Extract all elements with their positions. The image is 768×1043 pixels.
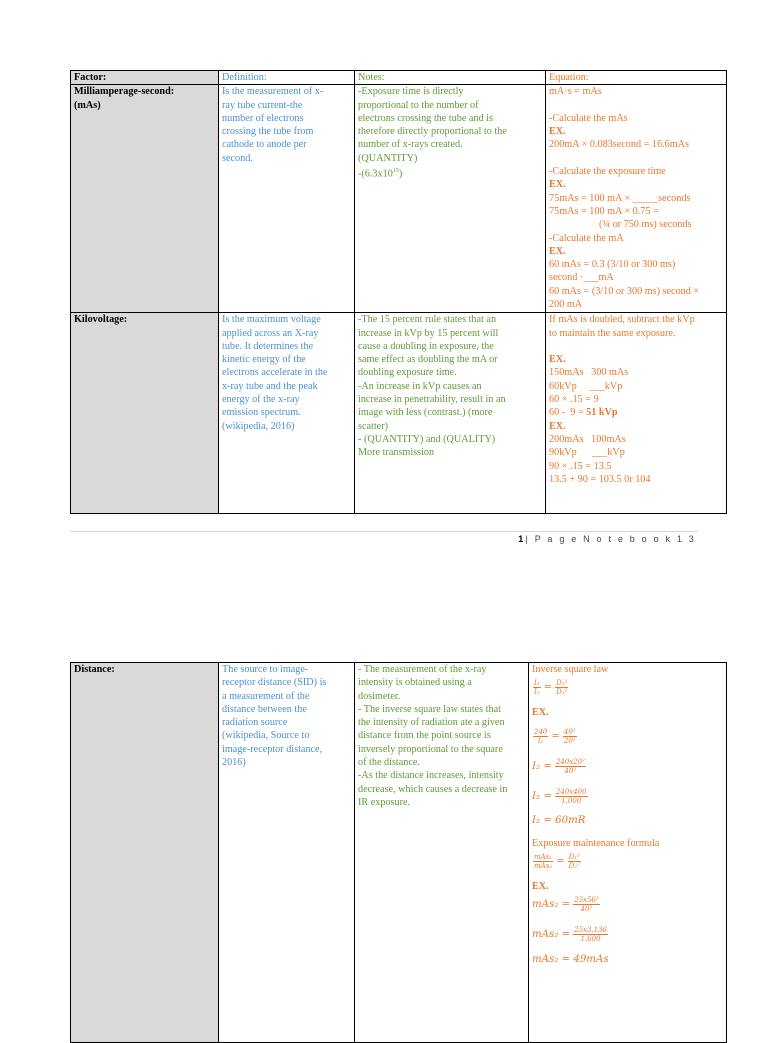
definition-mas: Is the measurement of x- ray tube current-the number of electrons crossing the tube from cathode to anode per second.: [219, 85, 355, 313]
exposure-maintenance-step2: mAs₂ = $\frac{25x3,136}{1,600}$: [532, 925, 608, 943]
factor-distance: Distance:: [71, 663, 219, 1043]
inverse-square-example-step3: I₂ = $\frac{240x400}{1,000}$: [532, 788, 587, 806]
inverse-square-example-step2: I₂ = $\frac{\text{240x20²}}{\text{40²}}$: [532, 758, 585, 776]
table-row-distance: [71, 663, 727, 1043]
table-row-kvp: [71, 313, 727, 514]
inverse-square-example-step1: $\frac{240}{\text{I₂}}$ = $\frac{\text{40²}}{\text{20²}}$: [534, 728, 576, 746]
definition-distance: The source to image- receptor distance (SID) is a measurement of the distance between the radiation source (wikipedia, Source to image-receptor distance, 2016): [219, 663, 355, 1043]
page-footer-label: | P a g e N o t e b o o k 1 3: [525, 534, 696, 544]
header-notes: Notes:: [355, 71, 546, 85]
table-header-row: [71, 71, 727, 85]
exposure-maintenance-result: mAs₂ = 49mAs: [532, 954, 609, 966]
exposure-factors-table-page1: [70, 70, 727, 514]
page-number: 1: [518, 534, 526, 544]
inverse-square-result: I₂ = 60mR: [532, 814, 586, 826]
electron-rate-value: $-(6.3x10^{15})$: [358, 168, 403, 180]
equation-distance: Inverse square law $\frac{\text{I₁}}{\text{I₂}}$ = $\frac{\text{D₂²}}{\text{D₁²}}$ EX. $\frac{240}{\text{I₂}}$ = $\frac{\text{40²}}{\text{20²}}$ I₂ = $\frac{\text{240x20²}}{\text{40²}}$ I₂ = $\frac{240x400}{1,000}$ I₂ = 60mR Exposure maintenance formula $\frac{\text{mAs₁}}{\text{mAs₂}}$ = $\frac{\text{D₁²}}{\text{D₂²}}$ EX. mAs₂ = $\frac{\text{25x56²}}{\text{40²}}$ mAs₂ = $\frac{25x3,136}{1,600}$ mAs₂ = 49mAs: [529, 663, 727, 1043]
factor-kvp: Kilovoltage:: [71, 313, 219, 514]
header-factor: Factor:: [71, 71, 219, 85]
factor-mas: Milliamperage-second: (mAs): [71, 85, 219, 313]
definition-kvp: Is the maximum voltage applied across an X-ray tube. It determines the kinetic energy of the electrons accelerate in the x-ray tube and the peak energy of the x-ray emission spectrum. (wikipedia, 2016): [219, 313, 355, 514]
header-equation: Equation:: [546, 71, 727, 85]
exposure-maintenance-formula: $\frac{\text{mAs₁}}{\text{mAs₂}}$ = $\frac{\text{D₁²}}{\text{D₂²}}$: [534, 852, 580, 870]
notes-mas: -Exposure time is directly proportional to the number of electrons crossing the tube and is therefore directly proportional to the number of x-rays created. (QUANTITY) $-(6.3x10^{15})$: [355, 85, 546, 313]
page-footer-divider: [70, 531, 698, 532]
table-row-mas: [71, 85, 727, 313]
equation-mas: mA·s = mAs -Calculate the mAs EX. 200mA × 0.083second = 16.6mAs -Calculate the exposure time EX. 75mAs = 100 mA × _____seconds 75mAs = 100 mA × 0.75 = (¾ or 750 ms) seconds -Calculate the mA EX. 60 mAs = 0.3 (3/10 or 300 ms) second ·___mA 60 mAs = (3/10 or 300 ms) second × 200 mA: [546, 85, 727, 313]
page-footer: [0, 534, 696, 544]
exposure-factors-table-page2: [70, 662, 727, 1043]
equation-kvp: If mAs is doubled, subtract the kVp to maintain the same exposure. EX. 150mAs 300 mAs 60kVp ___kVp 60 × .15 = 9 60 - 9 = 51 kVp EX. 200mAs 100mAs 90kVp ___kVp 90 × .15 = 13.5 13.5 + 90 = 103.5 0r 104: [546, 313, 727, 514]
inverse-square-law-formula: $\frac{\text{I₁}}{\text{I₂}}$ = $\frac{\text{D₂²}}{\text{D₁²}}$: [534, 678, 568, 696]
header-definition: Definition:: [219, 71, 355, 85]
notes-kvp: -The 15 percent rule states that an increase in kVp by 15 percent will cause a doubling in exposure, the same effect as doubling the mA or doubling exposure time. -An increase in kVp causes an increase in penetrability, result in an image with less (contrast.) (more scatter) - (QUANTITY) and (QUALITY) More transmission: [355, 313, 546, 514]
exposure-maintenance-step1: mAs₂ = $\frac{\text{25x56²}}{\text{40²}}$: [532, 895, 599, 913]
notes-distance: - The measurement of the x-ray intensity is obtained using a dosimeter. - The inverse square law states that the intensity of radiation ate a given distance from the point source is inversely proportional to the square of the distance. -As the distance increases, intensity decrease, which causes a decrease in IR exposure.: [355, 663, 529, 1043]
